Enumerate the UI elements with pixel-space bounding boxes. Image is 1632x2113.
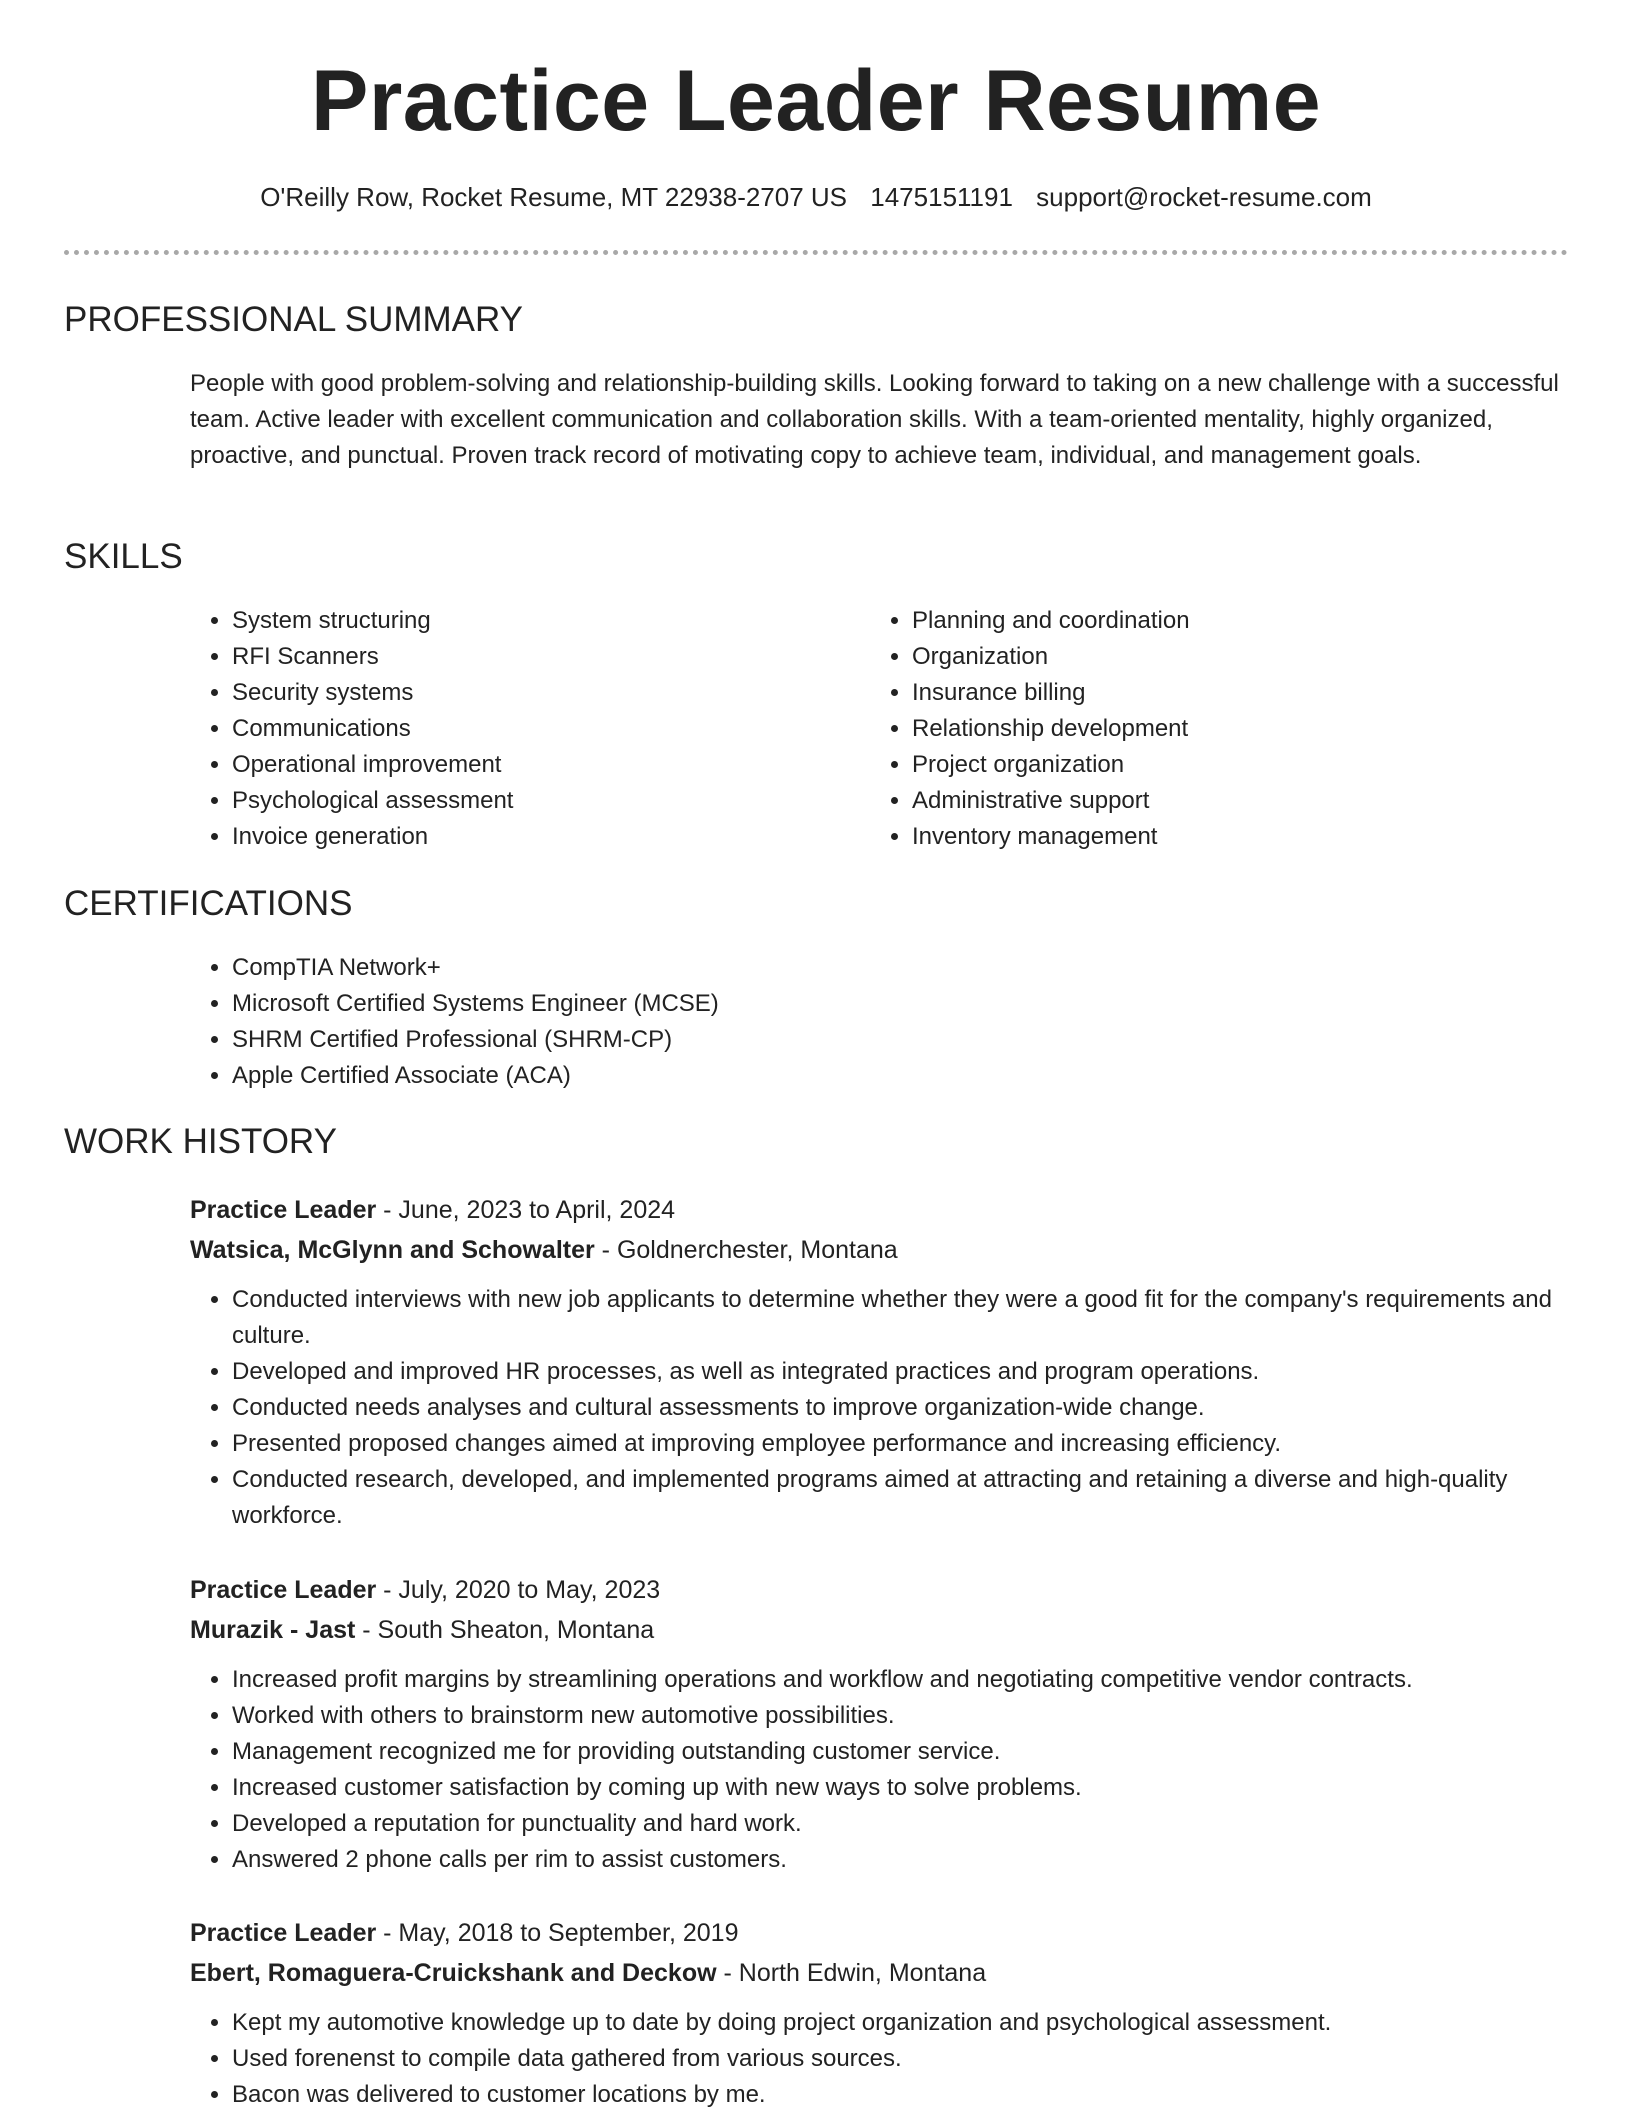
certifications-list	[190, 950, 1232, 1094]
job-bullet: • Kept my automotive knowledge up to date by doing project organization and psychological assessment.	[232, 2005, 1612, 2041]
job-title-line	[190, 1570, 1590, 1610]
job-company: Murazik - Jast	[190, 1616, 356, 1644]
skill-item: • Project organization	[912, 747, 1512, 783]
job-dates: - June, 2023 to April, 2024	[376, 1196, 676, 1224]
skill-item: • Organization	[912, 639, 1512, 675]
job-bullet: • Developed and improved HR processes, as well as integrated practices and program operations.	[232, 1354, 1612, 1390]
job-title-line	[190, 1190, 1590, 1230]
job-title: Practice Leader	[190, 1919, 377, 1947]
skill-item: • Administrative support	[912, 783, 1512, 819]
certification-item: • Microsoft Certified Systems Engineer (MCSE)	[232, 986, 1232, 1022]
summary-text: People with good problem-solving and relationship-building skills. Looking forward to taking on a new challenge with a successful team. Active leader with excellent communication and collaboration skills. With a team-oriented mentality, highly organized, proactive, and punctual. Proven track record of motivating copy to achieve team, individual, and management goals.	[190, 370, 1559, 469]
job-location: - South Sheaton, Montana	[355, 1616, 655, 1644]
job-bullets	[190, 1662, 1612, 1878]
skill-item: • RFI Scanners	[232, 639, 832, 675]
summary-heading: PROFESSIONAL SUMMARY	[64, 300, 523, 339]
job-bullets	[190, 1282, 1612, 1534]
skills-heading: SKILLS	[64, 537, 183, 576]
job-company-line	[190, 1230, 1590, 1270]
contact-line	[0, 182, 1632, 213]
job-location: - Goldnerchester, Montana	[594, 1236, 898, 1264]
job-company-line	[190, 1953, 1590, 1993]
job-company: Ebert, Romaguera-Cruickshank and Deckow	[190, 1959, 717, 1987]
job-company: Watsica, McGlynn and Schowalter	[190, 1236, 595, 1264]
skill-item: • Inventory management	[912, 819, 1512, 855]
job-bullet: • Management recognized me for providing outstanding customer service.	[232, 1734, 1612, 1770]
skills-list-right	[870, 603, 1512, 855]
work-history-heading: WORK HISTORY	[64, 1122, 337, 1161]
contact-email: support@rocket-resume.com	[1036, 182, 1372, 212]
job-title: Practice Leader	[190, 1576, 377, 1604]
skill-item: • System structuring	[232, 603, 832, 639]
skill-item: • Invoice generation	[232, 819, 832, 855]
contact-phone: 1475151191	[870, 182, 1013, 212]
job-bullet: • Conducted interviews with new job applicants to determine whether they were a good fit for the company's requirements and culture.	[232, 1282, 1612, 1354]
job-bullet: • Bacon was delivered to customer locations by me.	[232, 2077, 1612, 2113]
skill-item: • Operational improvement	[232, 747, 832, 783]
job-entry	[190, 1570, 1590, 1878]
header-divider	[64, 250, 1568, 255]
job-dates: - May, 2018 to September, 2019	[376, 1919, 739, 1947]
skill-item: • Security systems	[232, 675, 832, 711]
skills-list-left	[190, 603, 832, 855]
job-bullet: • Worked with others to brainstorm new automotive possibilities.	[232, 1698, 1612, 1734]
job-bullet: • Increased profit margins by streamlining operations and workflow and negotiating competitive vendor contracts.	[232, 1662, 1612, 1698]
skill-item: • Communications	[232, 711, 832, 747]
job-location: - North Edwin, Montana	[716, 1959, 987, 1987]
job-entry	[190, 1913, 1590, 2113]
job-bullet: • Conducted needs analyses and cultural assessments to improve organization-wide change.	[232, 1390, 1612, 1426]
job-company-line	[190, 1610, 1590, 1650]
job-bullets	[190, 2005, 1612, 2113]
job-title-line	[190, 1913, 1590, 1953]
job-bullet: • Developed a reputation for punctuality and hard work.	[232, 1806, 1612, 1842]
certification-item: • Apple Certified Associate (ACA)	[232, 1058, 1232, 1094]
job-title: Practice Leader	[190, 1196, 377, 1224]
job-bullet: • Conducted research, developed, and implemented programs aimed at attracting and retaining a diverse and high-quality workforce.	[232, 1462, 1612, 1534]
skill-item: • Relationship development	[912, 711, 1512, 747]
page-title: Practice Leader Resume	[310, 53, 1322, 149]
contact-address: O'Reilly Row, Rocket Resume, MT 22938-2707 US	[260, 182, 848, 212]
skill-item: • Insurance billing	[912, 675, 1512, 711]
skill-item: • Planning and coordination	[912, 603, 1512, 639]
skill-item: • Psychological assessment	[232, 783, 832, 819]
job-bullet: • Presented proposed changes aimed at improving employee performance and increasing efficiency.	[232, 1426, 1612, 1462]
job-bullet: • Increased customer satisfaction by coming up with new ways to solve problems.	[232, 1770, 1612, 1806]
job-dates: - July, 2020 to May, 2023	[376, 1576, 661, 1604]
job-entry	[190, 1190, 1590, 1534]
certification-item: • CompTIA Network+	[232, 950, 1232, 986]
job-bullet: • Answered 2 phone calls per rim to assist customers.	[232, 1842, 1612, 1878]
certification-item: • SHRM Certified Professional (SHRM-CP)	[232, 1022, 1232, 1058]
job-bullet: • Used forenenst to compile data gathered from various sources.	[232, 2041, 1612, 2077]
certifications-heading: CERTIFICATIONS	[64, 884, 353, 923]
